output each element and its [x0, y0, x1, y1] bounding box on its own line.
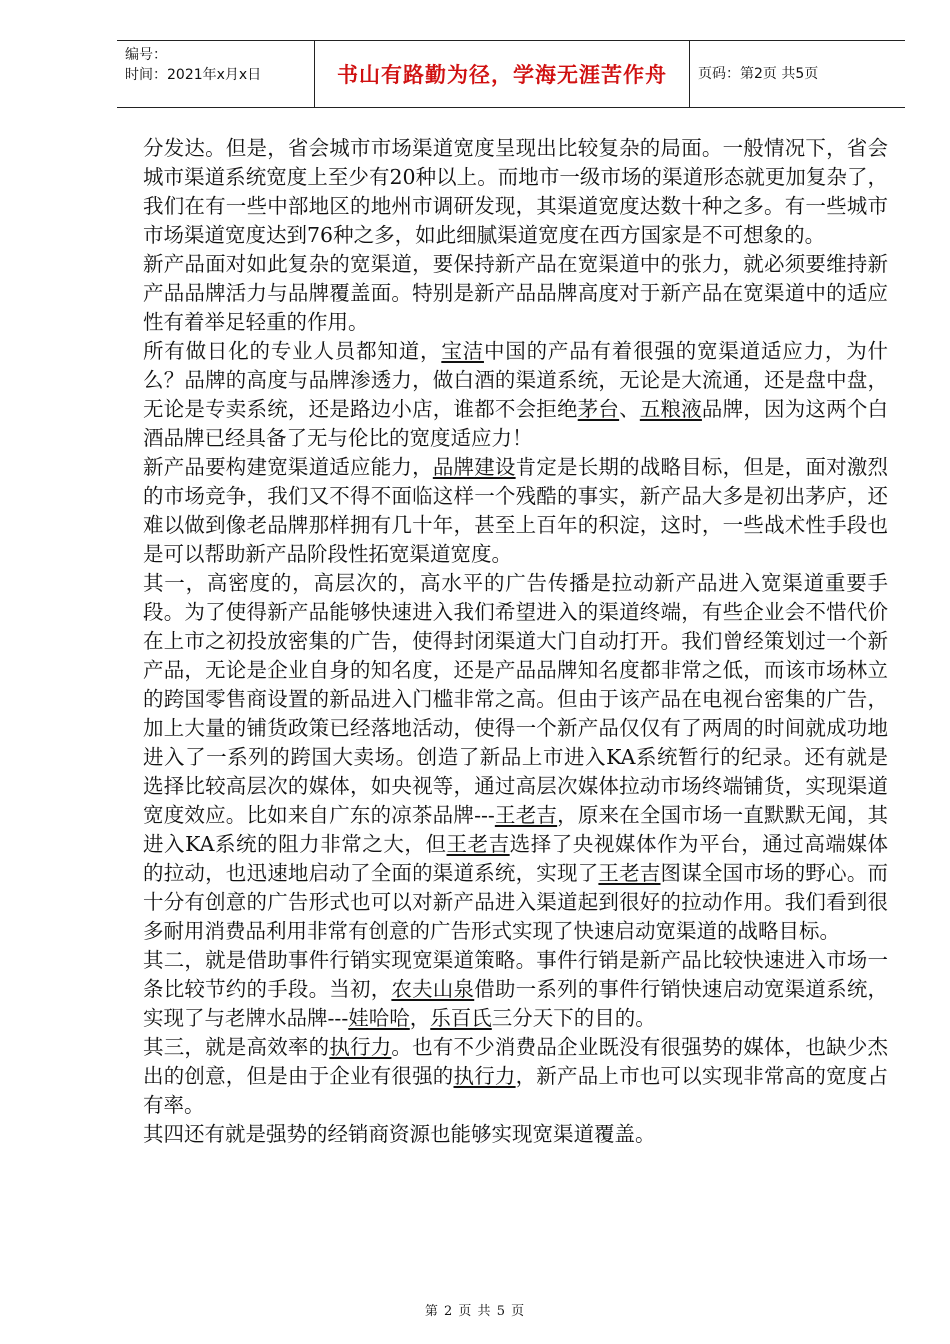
text-run: 其四还有就是强势的经销商资源也能够实现宽渠道覆盖。	[143, 1122, 656, 1146]
underlined-term: 王老吉	[598, 861, 661, 885]
document-body	[143, 134, 888, 1149]
text-run: 新产品面对如此复杂的宽渠道，要保持新产品在宽渠道中的张力，就必须要维持新产品品牌活力与品牌覆盖面。特别是新产品品牌高度对于新产品在宽渠道中的适应性有着举足轻重的作用。	[143, 252, 888, 334]
underlined-term: 王老吉	[494, 803, 558, 827]
text-run: 新产品要构建宽渠道适应能力，	[143, 455, 433, 479]
text-run: 图谋全国市场的野心。而十分有创意的广告形式也可以对新产品进入渠道起到很好的拉动作用。我们看到很多耐用消费品利用非常有创意的广告形式实现了快速启动宽渠道的战略目标。	[143, 861, 889, 943]
text-run: 分发达。但是，省会城市市场渠道宽度呈现出比较复杂的局面。一般情况下，省会城市渠道系统宽度上至少有20种以上。而地市一级市场的渠道形态就更加复杂了，我们在有一些中部地区的地州市调研发现，其渠道宽度达数十种之多。有一些城市市场渠道宽度达到76种之多，如此细腻渠道宽度在西方国家是不可想象的。	[143, 136, 888, 247]
time-label: 时间：2021年x月x日	[125, 67, 262, 83]
page-header	[117, 40, 905, 108]
paragraph	[143, 453, 888, 569]
paragraph	[143, 337, 888, 453]
motto-text: 书山有路勤为径，学海无涯苦作舟	[337, 63, 667, 87]
text-run: 借助一系列的事件行销快速启动宽渠道系统，实现了与老牌水品牌---	[143, 977, 889, 1030]
header-motto-cell	[315, 41, 690, 107]
text-run: 其一，高密度的，高层次的，高水平的广告传播是拉动新产品进入宽渠道重要手段。为了使得新产品能够快速进入我们希望进入的渠道终端，有些企业会不惜代价在上市之初投放密集的广告，使得封闭渠道大门自动打开。我们曾经策划过一个新产品，无论是企业自身的知名度，还是产品品牌知名度都非常之低，而该市场林立的跨国零售商设置的新品进入门槛非常之高。但由于该产品在电视台密集的广告，加上大量的铺货政策已经落地活动，使得一个新产品仅仅有了两周的时间就成功地进入了一系列的跨国大卖场。创造了新品上市进入KA系统暂行的纪录。还有就是选择比较高层次的媒体，如央视等，通过高层次媒体拉动市场终端铺货，实现渠道宽度效应。比如来自广东的凉茶品牌---	[143, 571, 888, 827]
text-run: 所有做日化的专业人员都知道，	[143, 339, 442, 363]
underlined-term: 宝洁	[441, 339, 484, 363]
paragraph	[143, 946, 888, 1033]
underlined-term: 茅台	[577, 397, 620, 421]
header-meta-cell	[117, 41, 315, 107]
underlined-term: 五粮液	[639, 397, 702, 421]
text-run: 中国的产品有着很强的宽渠道适应力，为什么？品牌的高度与品牌渗透力，做白酒的渠道系统，无论是大流通，还是盘中盘，无论是专卖系统，还是路边小店，谁都不会拒绝	[143, 339, 889, 421]
paragraph	[143, 134, 888, 250]
page-footer: 第 2 页 共 5 页	[424, 1304, 526, 1319]
text-run: 品牌，因为这两个白酒品牌已经具备了无与伦比的宽度适应力！	[143, 397, 889, 450]
text-run: 其二，就是借助事件行销实现宽渠道策略。事件行销是新产品比较快速进入市场一条比较节约的手段。当初，	[143, 948, 888, 1001]
text-run: 、	[619, 397, 640, 421]
underlined-term: 娃哈哈	[348, 1006, 410, 1030]
number-label: 编号：	[125, 47, 167, 63]
underlined-term: 王老吉	[446, 832, 510, 856]
text-run: 其三，就是高效率的	[143, 1035, 330, 1059]
underlined-term: 执行力	[329, 1035, 392, 1059]
text-run: 三分天下的目的。	[491, 1006, 656, 1030]
text-run: 选择了央视媒体作为平台，通过高端媒体的拉动，也迅速地启动了全面的渠道系统，实现了	[143, 832, 889, 885]
paragraph	[143, 569, 888, 946]
underlined-term: 乐百氏	[430, 1006, 492, 1030]
header-page-cell	[690, 41, 905, 107]
text-run: 。也有不少消费品企业既没有很强势的媒体，也缺少杰出的创意，但是由于企业有很强的	[143, 1035, 889, 1088]
text-run: ，新产品上市也可以实现非常高的宽度占有率。	[143, 1064, 889, 1117]
text-run: ，	[409, 1006, 431, 1030]
underlined-term: 品牌建设	[432, 455, 516, 479]
page-info: 页码：第2页 共5页	[698, 66, 819, 82]
paragraph	[143, 250, 888, 337]
text-run: ，原来在全国市场一直默默无闻，其进入KA系统的阻力非常之大，但	[143, 803, 889, 856]
underlined-term: 农夫山泉	[391, 977, 475, 1001]
paragraph	[143, 1033, 888, 1120]
text-run: 肯定是长期的战略目标，但是，面对激烈的市场竞争，我们又不得不面临这样一个残酷的事实，新产品大多是初出茅庐，还难以做到像老品牌那样拥有几十年，甚至上百年的积淀，这时，一些战术性手段也是可以帮助新产品阶段性拓宽渠道宽度。	[143, 455, 889, 566]
underlined-term: 执行力	[453, 1064, 516, 1088]
paragraph	[143, 1120, 888, 1149]
